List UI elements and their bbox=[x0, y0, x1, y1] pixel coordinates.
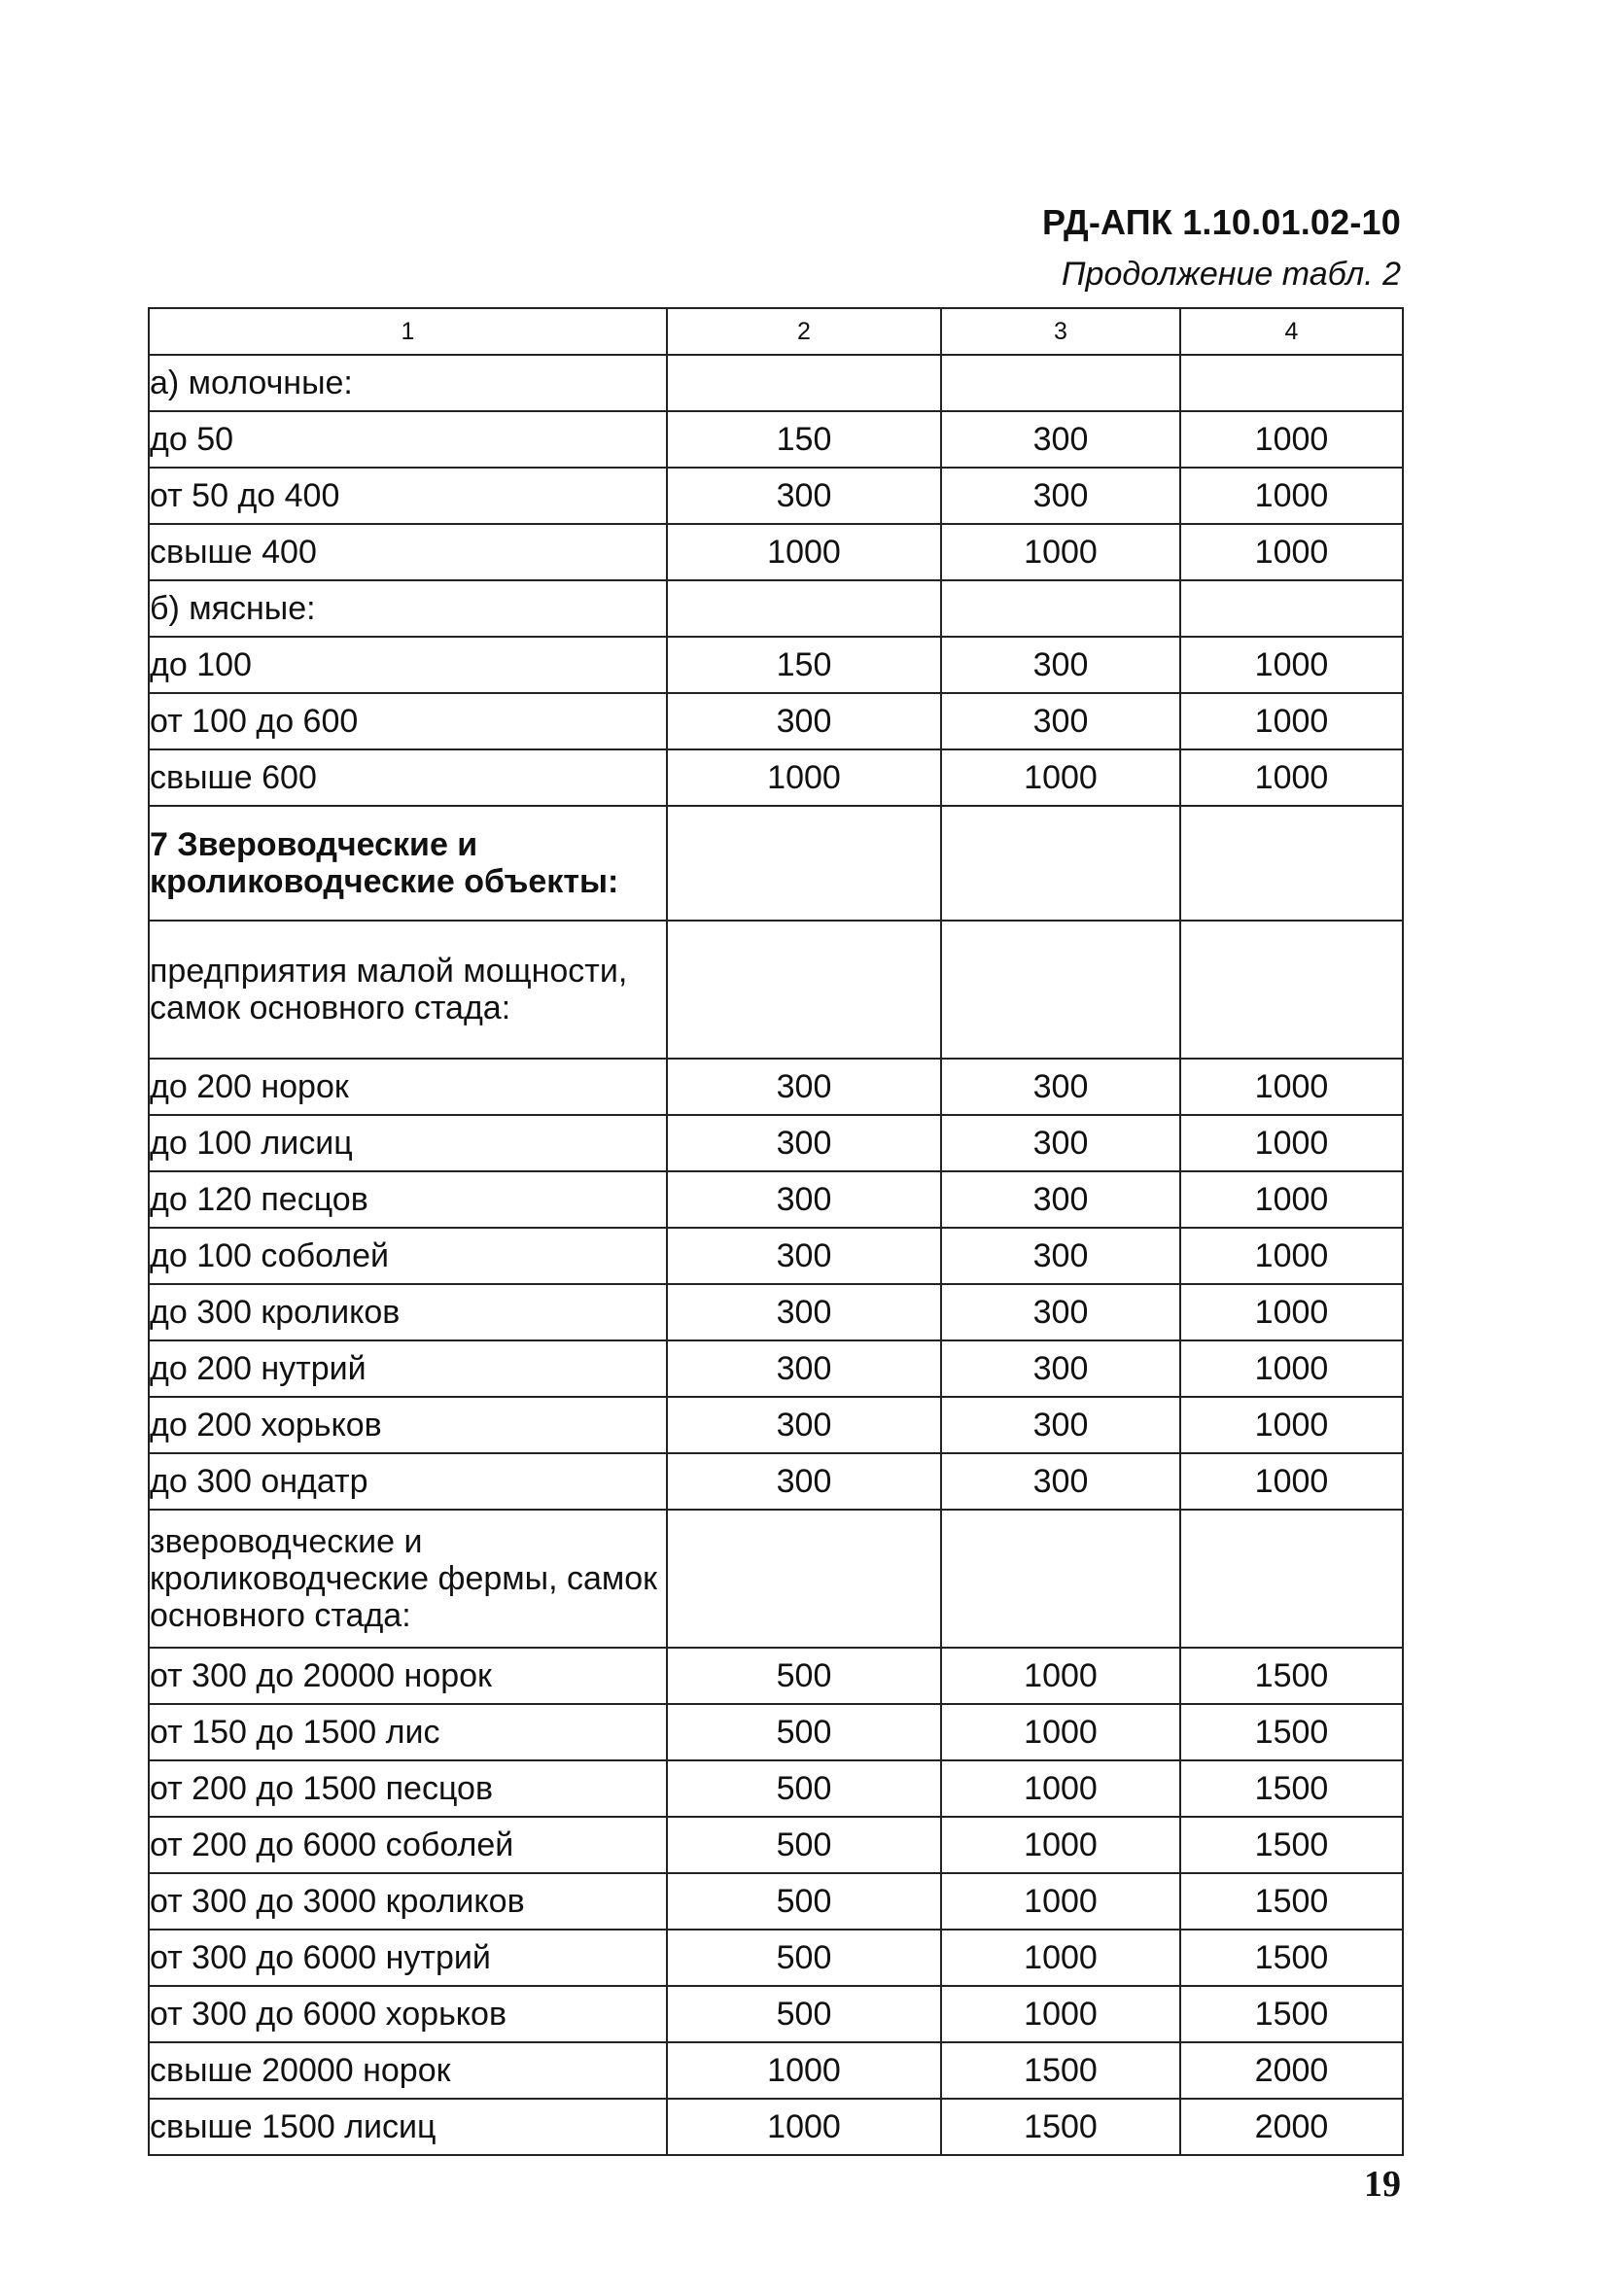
value-cell: 300 bbox=[667, 1228, 941, 1284]
value-cell: 300 bbox=[667, 693, 941, 749]
row-label: до 50 bbox=[149, 411, 667, 468]
value-cell: 1000 bbox=[941, 1817, 1180, 1873]
value-cell: 1000 bbox=[1180, 1059, 1403, 1115]
value-cell: 1000 bbox=[1180, 468, 1403, 524]
value-cell: 300 bbox=[941, 1453, 1180, 1510]
value-cell bbox=[667, 355, 941, 411]
value-cell bbox=[941, 580, 1180, 637]
value-cell: 500 bbox=[667, 1873, 941, 1930]
value-cell: 500 bbox=[667, 1930, 941, 1986]
value-cell: 2000 bbox=[1180, 2042, 1403, 2099]
value-cell: 1000 bbox=[667, 2099, 941, 2155]
table-row bbox=[149, 2099, 1403, 2155]
row-label: до 100 bbox=[149, 637, 667, 693]
column-header-4: 4 bbox=[1180, 308, 1403, 355]
value-cell: 300 bbox=[941, 1228, 1180, 1284]
value-cell: 1500 bbox=[1180, 1817, 1403, 1873]
value-cell bbox=[1180, 806, 1403, 921]
value-cell: 1000 bbox=[1180, 524, 1403, 580]
value-cell bbox=[667, 1510, 941, 1648]
subsection-row bbox=[149, 921, 1403, 1059]
table-caption: Продолжение табл. 2 bbox=[1061, 256, 1401, 293]
table-row bbox=[149, 580, 1403, 637]
table-row bbox=[149, 1873, 1403, 1930]
table-row bbox=[149, 411, 1403, 468]
value-cell: 1500 bbox=[1180, 1873, 1403, 1930]
row-label: свыше 20000 норок bbox=[149, 2042, 667, 2099]
value-cell: 500 bbox=[667, 1760, 941, 1817]
table-row bbox=[149, 1397, 1403, 1453]
value-cell: 300 bbox=[941, 468, 1180, 524]
column-header-2: 2 bbox=[667, 308, 941, 355]
row-label: от 150 до 1500 лис bbox=[149, 1704, 667, 1760]
value-cell: 300 bbox=[941, 1397, 1180, 1453]
value-cell: 1000 bbox=[941, 1930, 1180, 1986]
value-cell: 500 bbox=[667, 1986, 941, 2042]
row-label: от 100 до 600 bbox=[149, 693, 667, 749]
value-cell: 300 bbox=[941, 411, 1180, 468]
row-label: от 300 до 6000 нутрий bbox=[149, 1930, 667, 1986]
section-row bbox=[149, 806, 1403, 921]
value-cell: 1000 bbox=[941, 1704, 1180, 1760]
value-cell: 1500 bbox=[1180, 1986, 1403, 2042]
row-label: до 200 нутрий bbox=[149, 1340, 667, 1397]
value-cell: 1000 bbox=[1180, 637, 1403, 693]
value-cell: 1000 bbox=[1180, 693, 1403, 749]
value-cell: 2000 bbox=[1180, 2099, 1403, 2155]
value-cell: 1500 bbox=[941, 2042, 1180, 2099]
row-label: свыше 400 bbox=[149, 524, 667, 580]
value-cell bbox=[667, 921, 941, 1059]
value-cell bbox=[667, 806, 941, 921]
row-label: свыше 600 bbox=[149, 749, 667, 806]
value-cell: 300 bbox=[941, 1284, 1180, 1340]
subsection-label: предприятия малой мощности, самок основного стада: bbox=[149, 921, 667, 1059]
table-row bbox=[149, 1115, 1403, 1171]
table-row bbox=[149, 468, 1403, 524]
value-cell: 1500 bbox=[941, 2099, 1180, 2155]
value-cell: 1000 bbox=[1180, 1340, 1403, 1397]
table-row bbox=[149, 1817, 1403, 1873]
value-cell: 1000 bbox=[941, 524, 1180, 580]
value-cell: 300 bbox=[667, 1453, 941, 1510]
table-row bbox=[149, 1171, 1403, 1228]
value-cell: 1000 bbox=[941, 749, 1180, 806]
table-row bbox=[149, 637, 1403, 693]
row-label: а) молочные: bbox=[149, 355, 667, 411]
column-header-1: 1 bbox=[149, 308, 667, 355]
row-label: до 100 соболей bbox=[149, 1228, 667, 1284]
row-label: от 50 до 400 bbox=[149, 468, 667, 524]
value-cell: 300 bbox=[667, 468, 941, 524]
value-cell: 300 bbox=[667, 1115, 941, 1171]
row-label: до 200 хорьков bbox=[149, 1397, 667, 1453]
row-label: б) мясные: bbox=[149, 580, 667, 637]
value-cell: 1000 bbox=[1180, 1171, 1403, 1228]
value-cell: 1000 bbox=[1180, 411, 1403, 468]
row-label: свыше 1500 лисиц bbox=[149, 2099, 667, 2155]
value-cell: 1000 bbox=[941, 1760, 1180, 1817]
value-cell bbox=[1180, 355, 1403, 411]
table-row bbox=[149, 1453, 1403, 1510]
document-code: РД-АПК 1.10.01.02-10 bbox=[1042, 202, 1401, 242]
row-label: до 300 кроликов bbox=[149, 1284, 667, 1340]
table-row bbox=[149, 1340, 1403, 1397]
value-cell bbox=[1180, 580, 1403, 637]
value-cell bbox=[1180, 921, 1403, 1059]
value-cell bbox=[941, 806, 1180, 921]
table-row bbox=[149, 524, 1403, 580]
table-row bbox=[149, 355, 1403, 411]
value-cell: 1500 bbox=[1180, 1760, 1403, 1817]
value-cell: 1500 bbox=[1180, 1704, 1403, 1760]
row-label: до 300 ондатр bbox=[149, 1453, 667, 1510]
value-cell: 1000 bbox=[667, 524, 941, 580]
row-label: от 300 до 20000 норок bbox=[149, 1648, 667, 1704]
subsection-row bbox=[149, 1510, 1403, 1648]
value-cell: 300 bbox=[941, 637, 1180, 693]
table-row bbox=[149, 1228, 1403, 1284]
table-row bbox=[149, 1986, 1403, 2042]
value-cell: 300 bbox=[667, 1397, 941, 1453]
row-label: до 200 норок bbox=[149, 1059, 667, 1115]
value-cell: 1000 bbox=[667, 749, 941, 806]
table-row bbox=[149, 1648, 1403, 1704]
table-row bbox=[149, 1930, 1403, 1986]
value-cell: 300 bbox=[941, 1171, 1180, 1228]
value-cell: 500 bbox=[667, 1704, 941, 1760]
column-header-3: 3 bbox=[941, 308, 1180, 355]
value-cell: 300 bbox=[667, 1171, 941, 1228]
row-label: до 120 песцов bbox=[149, 1171, 667, 1228]
value-cell bbox=[941, 355, 1180, 411]
subsection-label: звероводческие и кролиководческие фермы, самок основного стада: bbox=[149, 1510, 667, 1648]
value-cell bbox=[1180, 1510, 1403, 1648]
value-cell: 300 bbox=[667, 1284, 941, 1340]
value-cell: 1000 bbox=[941, 1986, 1180, 2042]
value-cell: 1000 bbox=[1180, 1115, 1403, 1171]
table-row bbox=[149, 1760, 1403, 1817]
value-cell: 1000 bbox=[1180, 1284, 1403, 1340]
row-label: от 200 до 6000 соболей bbox=[149, 1817, 667, 1873]
section-heading: 7 Звероводческие и кролиководческие объекты: bbox=[149, 806, 667, 921]
value-cell: 500 bbox=[667, 1817, 941, 1873]
table-row bbox=[149, 1059, 1403, 1115]
value-cell bbox=[667, 580, 941, 637]
value-cell bbox=[941, 921, 1180, 1059]
value-cell: 1500 bbox=[1180, 1648, 1403, 1704]
value-cell: 500 bbox=[667, 1648, 941, 1704]
row-label: от 300 до 6000 хорьков bbox=[149, 1986, 667, 2042]
value-cell bbox=[941, 1510, 1180, 1648]
value-cell: 1000 bbox=[1180, 1228, 1403, 1284]
value-cell: 1000 bbox=[941, 1648, 1180, 1704]
table-row bbox=[149, 749, 1403, 806]
value-cell: 300 bbox=[667, 1059, 941, 1115]
table-row bbox=[149, 1284, 1403, 1340]
value-cell: 300 bbox=[941, 1340, 1180, 1397]
value-cell: 1000 bbox=[667, 2042, 941, 2099]
row-label: от 200 до 1500 песцов bbox=[149, 1760, 667, 1817]
value-cell: 300 bbox=[941, 1115, 1180, 1171]
value-cell: 300 bbox=[667, 1340, 941, 1397]
value-cell: 1000 bbox=[1180, 749, 1403, 806]
page-number: 19 bbox=[1364, 2164, 1401, 2205]
value-cell: 1500 bbox=[1180, 1930, 1403, 1986]
value-cell: 150 bbox=[667, 637, 941, 693]
value-cell: 1000 bbox=[1180, 1453, 1403, 1510]
value-cell: 300 bbox=[941, 1059, 1180, 1115]
table-header-row bbox=[149, 308, 1403, 355]
value-cell: 1000 bbox=[941, 1873, 1180, 1930]
table-row bbox=[149, 1704, 1403, 1760]
distance-norms-table bbox=[148, 307, 1404, 2156]
row-label: от 300 до 3000 кроликов bbox=[149, 1873, 667, 1930]
row-label: до 100 лисиц bbox=[149, 1115, 667, 1171]
value-cell: 300 bbox=[941, 693, 1180, 749]
value-cell: 150 bbox=[667, 411, 941, 468]
value-cell: 1000 bbox=[1180, 1397, 1403, 1453]
table-row bbox=[149, 693, 1403, 749]
table-row bbox=[149, 2042, 1403, 2099]
